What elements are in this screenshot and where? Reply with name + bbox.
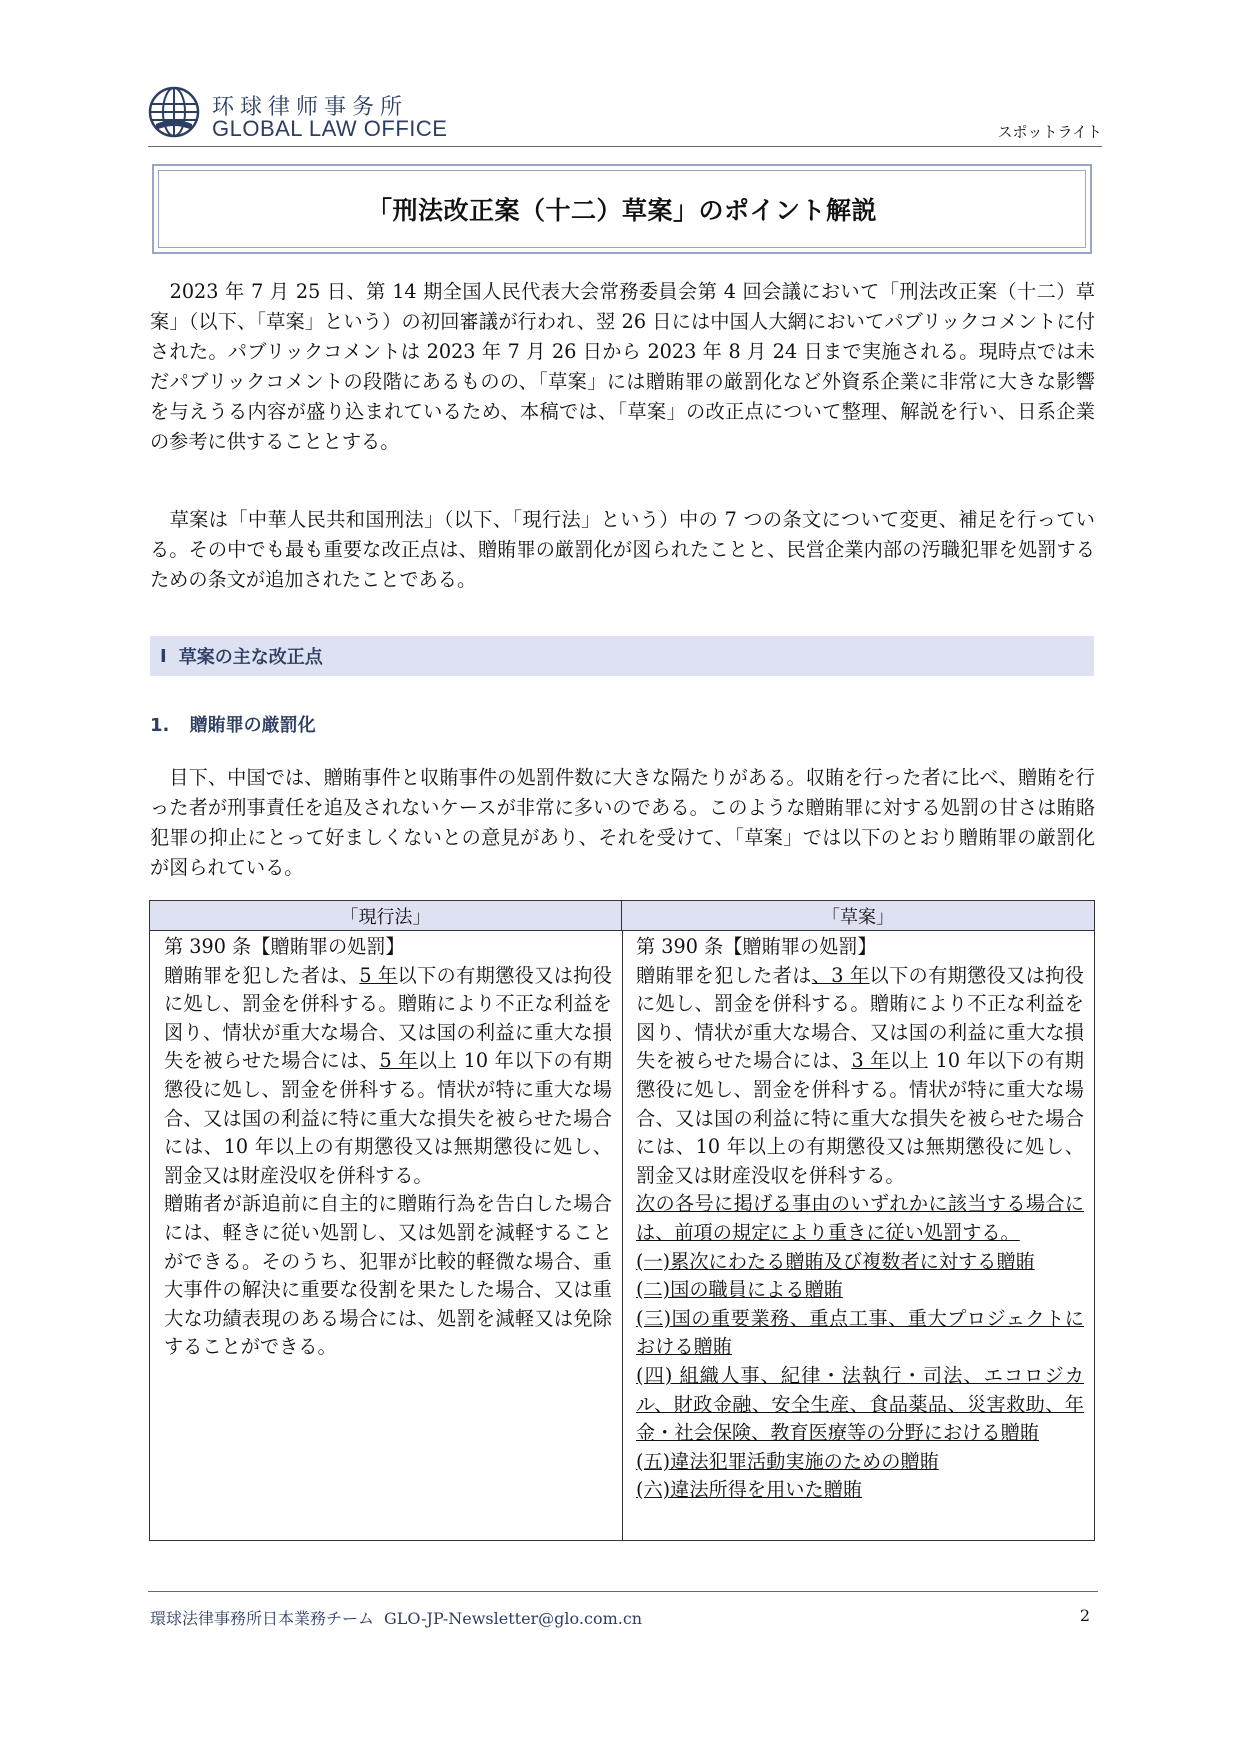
title-inner-frame [158,170,1086,248]
current-law-paragraph-1 [164,962,612,1191]
logo-chinese-name: 环球律师事务所 [212,95,409,120]
current-law-cell [164,933,612,1362]
page-number: 2 [1079,1606,1090,1625]
draft-list-item: (三)国の重要業務、重点工事、重大プロジェクトにおける贈賄 [636,1306,1084,1359]
document-title: 「刑法改正案（十二）草案」のポイント解説 [366,196,877,225]
section-number: I [160,645,167,667]
logo-english-name: GLOBAL LAW OFFICE [212,116,448,141]
draft-list-item: (一)累次にわたる贈賄及び複数者に対する贈賄 [636,1249,1035,1273]
comparison-table [149,900,1095,1541]
draft-article: 第 390 条【贈賄罪の処罰】 [636,935,877,958]
text-run: 以上 10 年以下の有期懲役に処し、罰金を併科する。情状が特に重大な場合、又は国の利益に特に重大な損失を被らせた場合には、10 年以上の有期懲役又は無期懲役に処し、罰金又は財産没収を併科する。 [636,1049,1084,1187]
text-run: 以下の有期懲役又は拘役に処し、罰金を併科する。贈賄により不正な利益を図り、情状が重大な場合、又は国の利益に重大な損失を被らせた場合には、 [164,963,612,1073]
amended-term: 、3 年 [811,963,870,987]
draft-list-item: (五)違法犯罪活動実施のための贈賄 [636,1449,939,1473]
draft-paragraph-1 [636,962,1084,1191]
table-header-draft: 「草案」 [622,901,1094,931]
amended-term: 3 年 [851,1049,890,1073]
newsletter-tagline: スポットライト [997,123,1102,141]
amended-term: 5 年 [379,1049,418,1073]
text-run: 以下の有期懲役又は拘役に処し、罰金を併科する。贈賄により不正な利益を図り、情状が重大な場合、又は国の利益に重大な損失を被らせた場合には、 [636,963,1084,1073]
footer-email[interactable]: GLO-JP-Newsletter@glo.com.cn [384,1609,643,1628]
draft-list-item: (四) 組織人事、紀律・法執行・司法、エコロジカル、財政金融、安全生産、食品薬品、災害救助、年金・社会保険、教育医療等の分野における贈賄 [636,1363,1084,1445]
footer-contact [150,1606,652,1629]
footer-divider [148,1591,1098,1592]
draft-list-item: (二)国の職員による贈賄 [636,1278,843,1302]
draft-cell [636,933,1084,1505]
current-law-article: 第 390 条【贈賄罪の処罰】 [164,935,405,958]
current-law-paragraph-2: 贈賄者が訴追前に自主的に贈賄行為を告白した場合には、軽きに従い処罰し、又は処罰を減軽することができる。そのうち、犯罪が比較的軽微な場合、重大事件の解決に重要な役割を果たした場合、又は重大な功績表現のある場合には、処罰を減軽又は免除することができる。 [164,1192,612,1359]
subsection-title: 贈賄罪の厳罰化 [189,715,316,736]
subsection-heading [150,711,316,737]
intro-paragraph: 2023 年 7 月 25 日、第 14 期全国人民代表大会常務委員会第 4 回会議において「刑法改正案（十二）草案」（以下、「草案」という）の初回審議が行われ、翌 26 日には中国人大網においてパブリックコメントに付された。パブリックコメントは 2023 年 7 月 26 日から 2023 年 8 月 24 日まで実施される。現時点では未だパブリックコメントの段階にあるものの、「草案」には贈賄罪の厳罰化など外資系企業に非常に大きな影響を与えうる内容が盛り込まれているため、本稿では、「草案」の改正点について整理、解説を行い、日系企業の参考に供することとする。 [150,280,1095,453]
table-header-current-law: 「現行法」 [150,901,622,931]
title-frame [152,164,1092,254]
header-divider [148,146,1102,147]
footer-team-name: 環球法律事務所日本業務チーム [150,1609,375,1628]
section-heading [150,636,1094,676]
amended-term: 5 年 [359,963,398,987]
text-run: 贈賄罪を犯した者は [636,963,812,987]
draft-list-item: (六)違法所得を用いた贈賄 [636,1478,863,1502]
text-run: 以上 10 年以下の有期懲役に処し、罰金を併科する。情状が特に重大な場合、又は国の利益に特に重大な損失を被らせた場合には、10 年以上の有期懲役又は無期懲役に処し、罰金又は財産没収を併科する。 [164,1049,612,1187]
subsection-number: 1. [150,715,170,736]
text-run: 贈賄罪を犯した者は、 [164,963,360,987]
table-column-divider [622,931,623,1540]
summary-paragraph: 草案は「中華人民共和国刑法」（以下、「現行法」という）中の 7 つの条文について変更、補足を行っている。その中でも最も重要な改正点は、贈賄罪の厳罰化が図られたことと、民営企業内部の汚職犯罪を処罰するための条文が追加されたことである。 [150,508,1095,591]
firm-logo [148,86,468,142]
bribery-paragraph: 目下、中国では、贈賄事件と収賄事件の処罰件数に大きな隔たりがある。収賄を行った者に比べ、贈賄を行った者が刑事責任を追及されないケースが非常に多いのである。このような贈賄罪に対する処罰の甘さは賄賂犯罪の抑止にとって好ましくないとの意見があり、それを受けて、「草案」では以下のとおり贈賄罪の厳罰化が図られている。 [150,766,1095,879]
globe-icon [148,86,200,138]
draft-paragraph-2: 次の各号に掲げる事由のいずれかに該当する場合には、前項の規定により重きに従い処罰する。 [636,1192,1084,1244]
section-title: 草案の主な改正点 [178,647,323,668]
